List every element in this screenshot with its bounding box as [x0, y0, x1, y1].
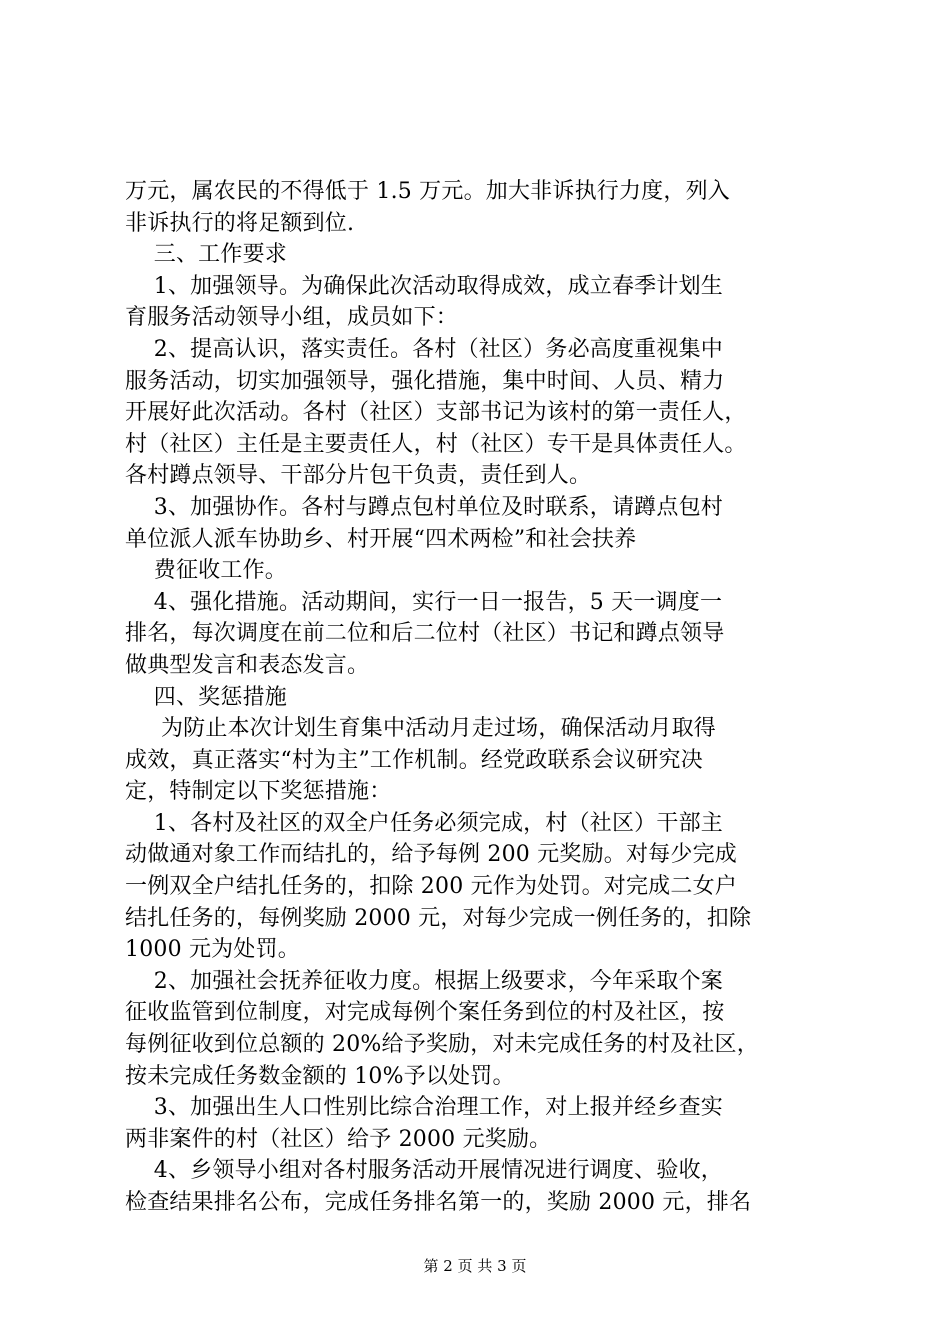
text-line: 4、乡领导小组对各村服务活动开展情况进行调度、验收， [125, 1158, 723, 1184]
text-line: 单位派人派车协助乡、村开展“四术两检”和社会扶养 [125, 526, 637, 552]
text-line: 两非案件的村（社区）给予 2000 元奖励。 [125, 1126, 552, 1152]
section-heading: 三、工作要求 [125, 242, 287, 268]
text-line: 1、各村及社区的双全户任务必须完成，村（社区）干部主 [125, 810, 723, 836]
text-line: 各村蹲点领导、干部分片包干负责，责任到人。 [125, 463, 592, 489]
text-line: 为防止本次计划生育集中活动月走过场，确保活动月取得 [125, 716, 716, 742]
text-line: 结扎任务的，每例奖励 2000 元，对每少完成一例任务的，扣除 [125, 905, 752, 931]
text-line: 服务活动，切实加强领导，强化措施，集中时间、人员、精力 [125, 368, 725, 394]
text-line: 开展好此次活动。各村（社区）支部书记为该村的第一责任人， [125, 400, 747, 426]
text-line: 按未完成任务数金额的 10%予以处罚。 [125, 1063, 515, 1089]
text-line: 4、强化措施。活动期间，实行一日一报告，5 天一调度一 [125, 589, 723, 615]
text-line: 费征收工作。 [125, 558, 287, 584]
text-line: 非诉执行的将足额到位. [125, 210, 355, 236]
text-line: 3、加强协作。各村与蹲点包村单位及时联系，请蹲点包村 [125, 494, 723, 520]
text-line: 动做通对象工作而结扎的，给予每例 200 元奖励。对每少完成 [125, 842, 737, 868]
text-line: 检查结果排名公布，完成任务排名第一的，奖励 2000 元，排名 [125, 1190, 752, 1215]
text-line: 1、加强领导。为确保此次活动取得成效，成立春季计划生 [125, 273, 723, 299]
text-line: 征收监管到位制度，对完成每例个案任务到位的村及社区，按 [125, 1000, 725, 1026]
text-line: 3、加强出生人口性别比综合治理工作，对上报并经乡查实 [125, 1095, 723, 1121]
text-line: 村（社区）主任是主要责任人，村（社区）专干是具体责任人。 [125, 431, 747, 457]
text-line: 成效，真正落实“村为主”工作机制。经党政联系会议研究决 [125, 747, 703, 773]
text-line: 1000 元为处罚。 [125, 937, 300, 963]
text-line: 一例双全户结扎任务的，扣除 200 元作为处罚。对完成二女户 [125, 874, 737, 900]
document-body [125, 176, 835, 1219]
text-line: 做典型发言和表态发言。 [125, 652, 370, 678]
page-footer [0, 1256, 950, 1276]
text-line: 排名，每次调度在前二位和后二位村（社区）书记和蹲点领导 [125, 621, 725, 647]
page-number-label: 第 2 页 共 3 页 [423, 1257, 527, 1275]
text-line: 定，特制定以下奖惩措施： [125, 779, 392, 805]
text-line: 2、加强社会抚养征收力度。根据上级要求，今年采取个案 [125, 968, 723, 994]
text-line: 2、提高认识，落实责任。各村（社区）务必高度重视集中 [125, 336, 723, 362]
text-line: 万元，属农民的不得低于 1.5 万元。加大非诉执行力度，列入 [125, 179, 730, 204]
text-line: 育服务活动领导小组，成员如下： [125, 305, 459, 331]
section-heading: 四、奖惩措施 [125, 684, 287, 710]
text-line: 每例征收到位总额的 20%给予奖励，对未完成任务的村及社区， [125, 1032, 759, 1058]
